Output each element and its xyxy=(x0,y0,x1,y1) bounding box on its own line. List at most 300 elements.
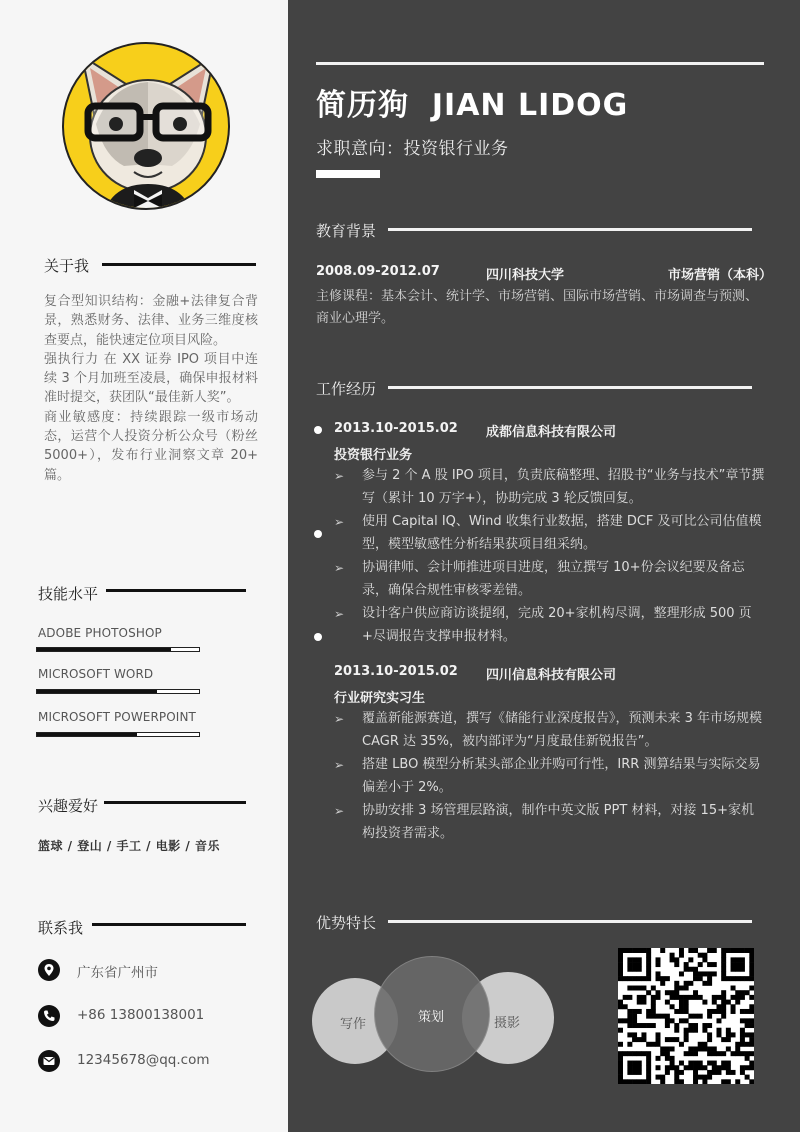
qr-module xyxy=(731,1032,736,1037)
timeline-bullet xyxy=(314,633,322,641)
qr-module xyxy=(627,1014,632,1019)
qr-module xyxy=(712,1009,717,1014)
skill-fill xyxy=(37,690,157,693)
qr-module xyxy=(656,1014,661,1019)
qr-module xyxy=(627,1065,632,1070)
job-item: 设计客户供应商访谈提纲，完成 20+家机构尽调，整理形成 500 页+尽调报告支撑申报材料。 xyxy=(362,606,752,644)
qr-module xyxy=(749,957,754,962)
qr-module xyxy=(632,1014,637,1019)
qr-module xyxy=(618,948,623,953)
qr-module xyxy=(665,1070,670,1075)
qr-module xyxy=(646,976,651,981)
qr-module xyxy=(688,1051,693,1056)
qr-module xyxy=(749,1051,754,1056)
qr-module xyxy=(684,1009,689,1014)
qr-module xyxy=(632,948,637,953)
qr-module xyxy=(637,976,642,981)
qr-module xyxy=(707,971,712,976)
qr-module xyxy=(646,967,651,972)
qr-module xyxy=(735,1046,740,1051)
qr-module xyxy=(749,986,754,991)
qr-module xyxy=(670,1018,675,1023)
skill-label: ADOBE PHOTOSHOP xyxy=(38,626,162,640)
strength-label: 写作 xyxy=(339,1017,366,1032)
work-divider xyxy=(388,386,752,389)
qr-module xyxy=(721,971,726,976)
qr-module xyxy=(693,1065,698,1070)
skill-bar xyxy=(36,647,200,652)
qr-module xyxy=(712,971,717,976)
skill-fill xyxy=(37,648,171,651)
qr-module xyxy=(740,1065,745,1070)
qr-module xyxy=(637,986,642,991)
qr-module xyxy=(665,1065,670,1070)
qr-module xyxy=(749,953,754,958)
qr-module xyxy=(656,990,661,995)
qr-module xyxy=(749,1009,754,1014)
qr-module xyxy=(646,1051,651,1056)
qr-module xyxy=(707,1051,712,1056)
job-item: 协调律师、会计师推进项目进度，独立撰写 10+份会议纪要及备忘录，确保合规性审核零差错。 xyxy=(362,560,745,598)
qr-code-image xyxy=(618,948,754,1084)
qr-module xyxy=(712,1051,717,1056)
qr-module xyxy=(632,967,637,972)
qr-module xyxy=(716,1028,721,1033)
qr-module xyxy=(660,948,665,953)
qr-module xyxy=(641,948,646,953)
qr-module xyxy=(712,1000,717,1005)
arrow-icon: ➢ xyxy=(334,758,345,772)
qr-module xyxy=(745,1009,750,1014)
qr-module xyxy=(674,1070,679,1075)
qr-module xyxy=(646,953,651,958)
qr-module xyxy=(632,986,637,991)
qr-module xyxy=(702,1023,707,1028)
page-title: 简历狗 JIAN LIDOG xyxy=(316,88,629,123)
qr-module xyxy=(721,1051,726,1056)
email-icon xyxy=(38,1050,60,1072)
qr-module xyxy=(731,995,736,1000)
qr-module xyxy=(637,948,642,953)
qr-module xyxy=(716,1070,721,1075)
skill-label: MICROSOFT WORD xyxy=(38,667,154,681)
qr-module xyxy=(693,1061,698,1066)
qr-module xyxy=(674,1028,679,1033)
qr-module xyxy=(618,1028,623,1033)
qr-module xyxy=(627,1051,632,1056)
qr-module xyxy=(646,1009,651,1014)
qr-module xyxy=(707,1009,712,1014)
qr-module xyxy=(688,1023,693,1028)
qr-module xyxy=(660,976,665,981)
qr-module xyxy=(679,1000,684,1005)
qr-module xyxy=(702,981,707,986)
qr-module xyxy=(693,1028,698,1033)
qr-module xyxy=(707,1014,712,1019)
qr-module xyxy=(618,971,623,976)
qr-module xyxy=(660,1046,665,1051)
qr-module xyxy=(679,1042,684,1047)
qr-module xyxy=(623,995,628,1000)
qr-module xyxy=(707,1032,712,1037)
qr-module xyxy=(670,1056,675,1061)
qr-module xyxy=(637,1023,642,1028)
education-major: 市场营销（本科） xyxy=(668,268,773,283)
qr-module xyxy=(637,962,642,967)
qr-module xyxy=(693,1014,698,1019)
qr-module xyxy=(740,1028,745,1033)
qr-module xyxy=(637,1061,642,1066)
qr-module xyxy=(693,967,698,972)
qr-module xyxy=(656,1032,661,1037)
qr-module xyxy=(740,1009,745,1014)
qr-module xyxy=(641,976,646,981)
qr-module xyxy=(660,1051,665,1056)
qr-module xyxy=(641,1023,646,1028)
qr-module xyxy=(707,948,712,953)
qr-module xyxy=(698,995,703,1000)
qr-module xyxy=(618,1065,623,1070)
qr-module xyxy=(618,1079,623,1084)
qr-module xyxy=(623,1079,628,1084)
qr-module xyxy=(707,1046,712,1051)
strength-label: 摄影 xyxy=(493,1016,520,1031)
qr-module xyxy=(740,1018,745,1023)
qr-module xyxy=(745,1051,750,1056)
qr-module xyxy=(637,995,642,1000)
qr-module xyxy=(716,1009,721,1014)
qr-module xyxy=(665,976,670,981)
qr-module xyxy=(702,1028,707,1033)
location-icon xyxy=(38,959,60,981)
hobbies-title: 兴趣爱好 xyxy=(38,797,99,815)
avatar xyxy=(62,42,230,210)
qr-module xyxy=(721,1009,726,1014)
qr-module xyxy=(656,1037,661,1042)
top-rule xyxy=(316,62,764,65)
qr-module xyxy=(698,1042,703,1047)
qr-module xyxy=(712,1070,717,1075)
qr-module xyxy=(651,1023,656,1028)
qr-module xyxy=(632,1070,637,1075)
qr-module xyxy=(702,1065,707,1070)
qr-module xyxy=(679,953,684,958)
qr-module xyxy=(740,1070,745,1075)
qr-module xyxy=(646,1070,651,1075)
about-text xyxy=(44,292,258,485)
strength-label: 策划 xyxy=(417,1010,444,1025)
contact-email: 12345678@qq.com xyxy=(77,1052,210,1068)
qr-module xyxy=(632,1009,637,1014)
qr-module xyxy=(679,1018,684,1023)
qr-module xyxy=(679,971,684,976)
qr-module xyxy=(702,957,707,962)
qr-module xyxy=(707,962,712,967)
phone-icon xyxy=(38,1005,60,1027)
qr-module xyxy=(721,1037,726,1042)
qr-module xyxy=(726,1061,731,1066)
qr-module xyxy=(641,1037,646,1042)
qr-module xyxy=(745,1018,750,1023)
qr-module xyxy=(698,962,703,967)
about-paragraph: 强执行力 在 XX 证券 IPO 项目中连续 3 个月加班至凌晨，确保申报材料准时提交，获团队“最佳新人奖”。 xyxy=(44,351,258,406)
qr-module xyxy=(740,1042,745,1047)
strengths-divider xyxy=(388,920,752,923)
skill-bar xyxy=(36,732,200,737)
qr-module xyxy=(684,1004,689,1009)
qr-module xyxy=(702,971,707,976)
qr-module xyxy=(749,971,754,976)
qr-module xyxy=(702,1046,707,1051)
qr-module xyxy=(688,948,693,953)
education-period: 2008.09-2012.07 xyxy=(316,264,440,279)
qr-module xyxy=(670,1065,675,1070)
qr-module xyxy=(716,1065,721,1070)
qr-module xyxy=(712,948,717,953)
qr-module xyxy=(627,967,632,972)
arrow-icon: ➢ xyxy=(334,804,345,818)
qr-module xyxy=(745,948,750,953)
qr-module xyxy=(684,1065,689,1070)
qr-module xyxy=(721,962,726,967)
qr-module xyxy=(731,1009,736,1014)
qr-module xyxy=(660,981,665,986)
qr-module xyxy=(688,1065,693,1070)
qr-module xyxy=(627,1070,632,1075)
qr-module xyxy=(721,948,726,953)
qr-module xyxy=(665,1023,670,1028)
qr-module xyxy=(674,1065,679,1070)
qr-module xyxy=(641,986,646,991)
qr-module xyxy=(688,957,693,962)
qr-module xyxy=(646,957,651,962)
qr-module xyxy=(646,962,651,967)
qr-module xyxy=(627,1079,632,1084)
qr-module xyxy=(618,967,623,972)
qr-module xyxy=(688,967,693,972)
qr-module xyxy=(702,953,707,958)
arrow-icon: ➢ xyxy=(334,712,345,726)
qr-module xyxy=(618,953,623,958)
intent-accent-bar xyxy=(316,170,380,178)
arrow-icon: ➢ xyxy=(334,515,345,529)
qr-module xyxy=(731,948,736,953)
qr-module xyxy=(726,1046,731,1051)
qr-module xyxy=(731,967,736,972)
qr-module xyxy=(726,1037,731,1042)
qr-module xyxy=(698,1046,703,1051)
job-item: 覆盖新能源赛道，撰写《储能行业深度报告》，预测未来 3 年市场规模 CAGR 达 35%，被内部评为“月度最佳新锐报告”。 xyxy=(362,711,763,749)
qr-module xyxy=(670,957,675,962)
qr-module xyxy=(618,976,623,981)
qr-module xyxy=(684,962,689,967)
job-role: 行业研究实习生 xyxy=(334,691,426,706)
qr-module xyxy=(670,995,675,1000)
qr-module xyxy=(679,1079,684,1084)
qr-module xyxy=(665,1051,670,1056)
qr-module xyxy=(632,957,637,962)
qr-module xyxy=(716,1051,721,1056)
qr-module xyxy=(646,1061,651,1066)
contact-divider xyxy=(92,923,246,926)
qr-module xyxy=(745,1056,750,1061)
qr-module xyxy=(693,990,698,995)
qr-module xyxy=(674,957,679,962)
qr-module xyxy=(693,1070,698,1075)
arrow-icon: ➢ xyxy=(334,607,345,621)
qr-module xyxy=(679,995,684,1000)
qr-module xyxy=(665,1000,670,1005)
qr-module xyxy=(618,1061,623,1066)
qr-module xyxy=(660,1079,665,1084)
qr-module xyxy=(745,1032,750,1037)
qr-module xyxy=(618,957,623,962)
qr-module xyxy=(698,976,703,981)
qr-module xyxy=(637,1037,642,1042)
qr-module xyxy=(731,976,736,981)
qr-module xyxy=(745,1075,750,1080)
contact-title: 联系我 xyxy=(38,919,84,937)
qr-module xyxy=(656,971,661,976)
qr-module xyxy=(726,1065,731,1070)
qr-module xyxy=(665,1018,670,1023)
qr-module xyxy=(740,962,745,967)
qr-module xyxy=(618,1018,623,1023)
qr-module xyxy=(740,1032,745,1037)
qr-module xyxy=(688,1061,693,1066)
qr-module xyxy=(665,1056,670,1061)
qr-module xyxy=(674,995,679,1000)
qr-module xyxy=(726,1000,731,1005)
qr-module xyxy=(641,995,646,1000)
qr-module xyxy=(623,948,628,953)
qr-module xyxy=(749,1037,754,1042)
qr-module xyxy=(656,995,661,1000)
qr-module xyxy=(749,962,754,967)
qr-module xyxy=(679,1070,684,1075)
qr-module xyxy=(707,1023,712,1028)
work-title: 工作经历 xyxy=(316,380,377,398)
qr-module xyxy=(721,1000,726,1005)
qr-module xyxy=(731,957,736,962)
qr-module xyxy=(707,1037,712,1042)
qr-module xyxy=(632,1023,637,1028)
qr-module xyxy=(679,986,684,991)
qr-module xyxy=(637,1000,642,1005)
qr-module xyxy=(646,1014,651,1019)
job-company: 成都信息科技有限公司 xyxy=(486,425,617,440)
qr-module xyxy=(698,1061,703,1066)
qr-module xyxy=(627,976,632,981)
qr-module xyxy=(627,962,632,967)
timeline-bullet xyxy=(314,426,322,434)
qr-module xyxy=(627,1042,632,1047)
qr-module xyxy=(637,1009,642,1014)
qr-module xyxy=(651,1004,656,1009)
qr-module xyxy=(702,1079,707,1084)
qr-module xyxy=(679,1009,684,1014)
qr-module xyxy=(702,1000,707,1005)
qr-module xyxy=(637,967,642,972)
qr-module xyxy=(623,1004,628,1009)
qr-module xyxy=(674,990,679,995)
qr-module xyxy=(679,948,684,953)
qr-module xyxy=(707,981,712,986)
qr-module xyxy=(627,986,632,991)
qr-module xyxy=(688,1046,693,1051)
qr-module xyxy=(735,957,740,962)
qr-module xyxy=(627,1032,632,1037)
qr-module xyxy=(749,1061,754,1066)
qr-module xyxy=(632,1032,637,1037)
qr-module xyxy=(684,1051,689,1056)
qr-module xyxy=(637,1070,642,1075)
qr-module xyxy=(632,962,637,967)
qr-module xyxy=(712,1046,717,1051)
qr-module xyxy=(684,1032,689,1037)
qr-module xyxy=(646,948,651,953)
qr-module xyxy=(674,981,679,986)
about-title: 关于我 xyxy=(44,257,90,275)
qr-module xyxy=(670,953,675,958)
qr-module xyxy=(745,1023,750,1028)
qr-module xyxy=(726,948,731,953)
qr-module xyxy=(740,990,745,995)
qr-module xyxy=(721,1079,726,1084)
qr-module xyxy=(712,995,717,1000)
qr-module xyxy=(707,1061,712,1066)
qr-module xyxy=(749,1065,754,1070)
qr-module xyxy=(641,1051,646,1056)
qr-module xyxy=(693,1051,698,1056)
skills-divider xyxy=(106,589,246,592)
qr-module xyxy=(632,1065,637,1070)
qr-module xyxy=(656,962,661,967)
qr-module xyxy=(712,962,717,967)
qr-module xyxy=(749,1032,754,1037)
qr-module xyxy=(726,976,731,981)
qr-module xyxy=(749,1004,754,1009)
qr-module xyxy=(618,1000,623,1005)
qr-module xyxy=(623,976,628,981)
qr-module xyxy=(670,1037,675,1042)
qr-module xyxy=(698,971,703,976)
qr-module xyxy=(735,967,740,972)
qr-module xyxy=(637,1065,642,1070)
qr-module xyxy=(623,1018,628,1023)
qr-module xyxy=(623,1051,628,1056)
qr-module xyxy=(740,948,745,953)
qr-code xyxy=(618,948,754,1084)
qr-module xyxy=(656,957,661,962)
strengths-title: 优势特长 xyxy=(316,914,377,932)
qr-module xyxy=(712,1065,717,1070)
education-courses: 主修课程：基本会计、统计学、市场营销、国际市场营销、市场调查与预测、商业心理学。 xyxy=(316,289,759,326)
qr-module xyxy=(637,1079,642,1084)
qr-module xyxy=(735,1079,740,1084)
qr-module xyxy=(670,1061,675,1066)
qr-module xyxy=(745,976,750,981)
qr-module xyxy=(749,967,754,972)
job-item: 使用 Capital IQ、Wind 收集行业数据，搭建 DCF 及可比公司估值模型，模型敏感性分析结果获项目组采纳。 xyxy=(362,514,762,552)
qr-module xyxy=(632,1061,637,1066)
qr-module xyxy=(651,1009,656,1014)
qr-module xyxy=(749,1079,754,1084)
about-paragraph: 复合型知识结构：金融+法律复合背景，熟悉财务、法律、业务三维度核查要点，能快速定位项目风险。 xyxy=(44,294,258,348)
qr-module xyxy=(735,1051,740,1056)
qr-module xyxy=(735,990,740,995)
qr-module xyxy=(646,1079,651,1084)
